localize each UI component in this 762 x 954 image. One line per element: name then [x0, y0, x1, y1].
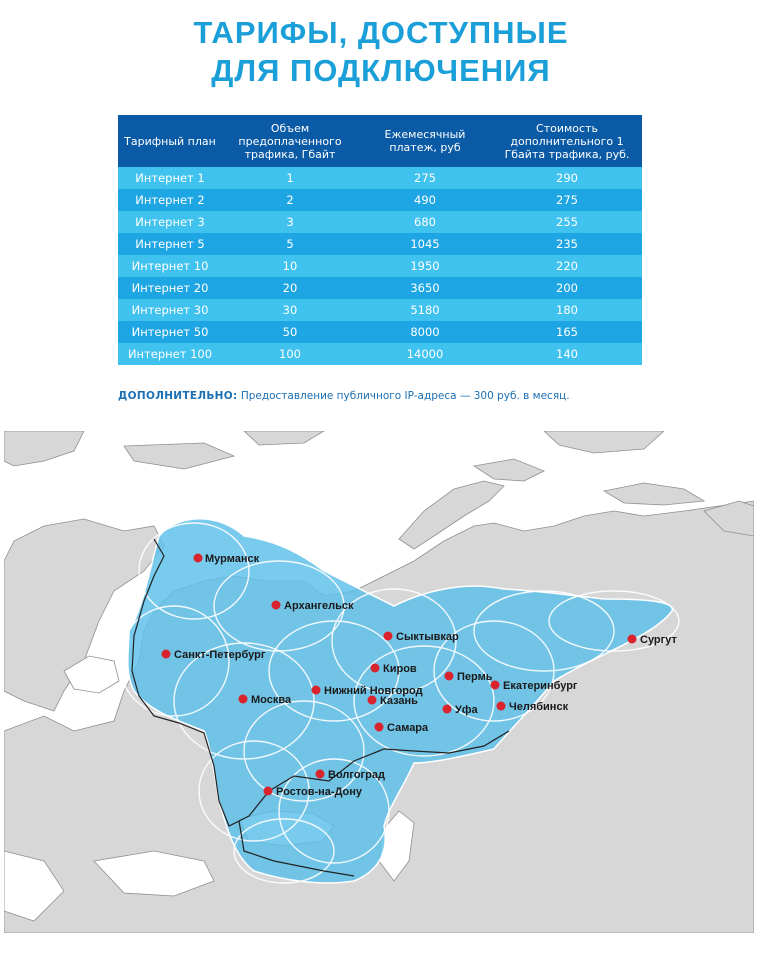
cell-plan: Интернет 100: [118, 343, 222, 365]
table-row: [118, 233, 642, 255]
table-row: [118, 255, 642, 277]
coverage-map: [4, 431, 754, 933]
note-label: ДОПОЛНИТЕЛЬНО:: [118, 390, 238, 402]
cell-volume: 5: [222, 233, 358, 255]
cell-plan: Интернет 50: [118, 321, 222, 343]
table-row: [118, 343, 642, 365]
cell-extra: 200: [492, 277, 642, 299]
cell-volume: 1: [222, 167, 358, 189]
city-label-arkhangelsk: Архангельск: [284, 600, 354, 612]
header-extra-gb-price: Стоимость дополнительного 1 Гбайта трафика, руб.: [492, 115, 642, 167]
table-row: [118, 189, 642, 211]
cell-fee: 1045: [358, 233, 492, 255]
city-label-perm: Пермь: [457, 671, 493, 683]
table-row: [118, 211, 642, 233]
cell-extra: 290: [492, 167, 642, 189]
header-plan: Тарифный план: [118, 115, 222, 167]
city-dot-chelyabinsk: [497, 702, 506, 711]
cell-extra: 140: [492, 343, 642, 365]
page-title-line-2: ДЛЯ ПОДКЛЮЧЕНИЯ: [211, 53, 551, 88]
city-dot-surgut: [628, 635, 637, 644]
cell-fee: 3650: [358, 277, 492, 299]
cell-extra: 275: [492, 189, 642, 211]
city-label-ekaterinburg: Екатеринбург: [503, 680, 578, 692]
city-label-kazan: Казань: [380, 695, 418, 707]
cell-fee: 8000: [358, 321, 492, 343]
cell-fee: 1950: [358, 255, 492, 277]
city-label-kirov: Киров: [383, 663, 417, 675]
note-text: Предоставление публичного IP-адреса — 300 руб. в месяц.: [240, 390, 570, 402]
city-label-spb: Санкт-Петербург: [174, 649, 266, 661]
cell-plan: Интернет 1: [118, 167, 222, 189]
city-dot-kirov: [371, 664, 380, 673]
city-label-ufa: Уфа: [455, 704, 478, 716]
cell-plan: Интернет 20: [118, 277, 222, 299]
city-label-murmansk: Мурманск: [205, 553, 260, 565]
header-volume: Объем предоплаченного трафика, Гбайт: [222, 115, 358, 167]
city-label-volgograd: Волгоград: [328, 769, 385, 781]
cell-volume: 50: [222, 321, 358, 343]
table-row: [118, 321, 642, 343]
header-monthly-fee: Ежемесячный платеж, руб: [358, 115, 492, 167]
cell-volume: 30: [222, 299, 358, 321]
cell-plan: Интернет 30: [118, 299, 222, 321]
cell-plan: Интернет 2: [118, 189, 222, 211]
table-row: [118, 277, 642, 299]
city-dot-arkhangelsk: [272, 601, 281, 610]
table-row: [118, 167, 642, 189]
city-label-moscow: Москва: [251, 694, 292, 706]
city-dot-moscow: [239, 695, 248, 704]
city-label-nnovgorod: Нижний Новгород: [324, 685, 423, 697]
city-dot-samara: [375, 723, 384, 732]
city-label-surgut: Сургут: [640, 634, 677, 646]
cell-fee: 5180: [358, 299, 492, 321]
city-dot-syktyvkar: [384, 632, 393, 641]
cell-extra: 235: [492, 233, 642, 255]
city-dot-volgograd: [316, 770, 325, 779]
city-dot-spb: [162, 650, 171, 659]
city-label-syktyvkar: Сыктывкар: [396, 631, 459, 643]
city-label-chelyabinsk: Челябинск: [509, 701, 569, 713]
cell-plan: Интернет 10: [118, 255, 222, 277]
cell-plan: Интернет 5: [118, 233, 222, 255]
cell-volume: 3: [222, 211, 358, 233]
cell-volume: 10: [222, 255, 358, 277]
city-dot-nnovgorod: [312, 686, 321, 695]
cell-extra: 180: [492, 299, 642, 321]
cell-fee: 275: [358, 167, 492, 189]
city-dot-rostov: [264, 787, 273, 796]
city-dot-ufa: [443, 705, 452, 714]
cell-fee: 14000: [358, 343, 492, 365]
tariffs-table: [118, 115, 642, 365]
cell-fee: 680: [358, 211, 492, 233]
cell-extra: 220: [492, 255, 642, 277]
city-dot-perm: [445, 672, 454, 681]
city-label-samara: Самара: [387, 722, 429, 734]
city-label-rostov: Ростов-на-Дону: [276, 786, 363, 798]
cell-volume: 100: [222, 343, 358, 365]
table-header-row: [118, 115, 642, 167]
table-row: [118, 299, 642, 321]
city-dot-murmansk: [194, 554, 203, 563]
cell-extra: 255: [492, 211, 642, 233]
additional-note: [118, 390, 570, 402]
cell-volume: 2: [222, 189, 358, 211]
cell-fee: 490: [358, 189, 492, 211]
cell-volume: 20: [222, 277, 358, 299]
cell-extra: 165: [492, 321, 642, 343]
page-title-line-1: ТАРИФЫ, ДОСТУПНЫЕ: [193, 15, 569, 50]
cell-plan: Интернет 3: [118, 211, 222, 233]
